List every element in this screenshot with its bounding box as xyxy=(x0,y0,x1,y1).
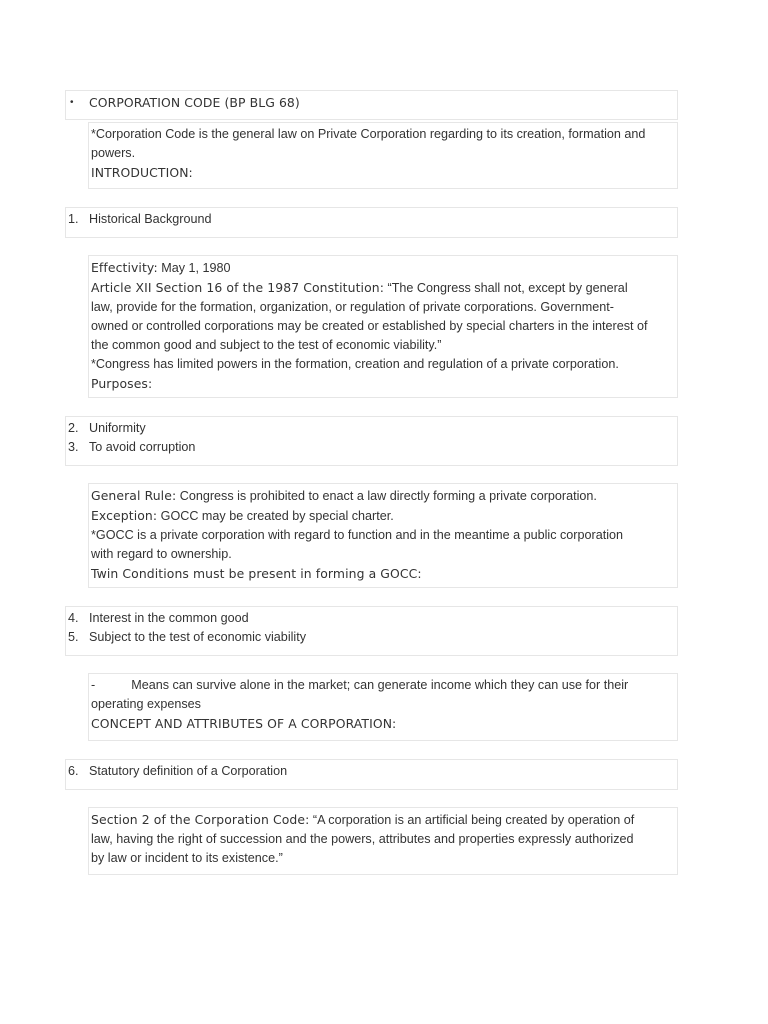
section-2-label: Section 2 of the Corporation Code: xyxy=(91,812,310,827)
concept-heading: CONCEPT AND ATTRIBUTES OF A CORPORATION: xyxy=(91,716,397,731)
effectivity-label: Effectivity: xyxy=(91,260,158,275)
exception-text: GOCC may be created by special charter. xyxy=(160,509,394,523)
general-rule-label: General Rule: xyxy=(91,488,177,503)
intro-box xyxy=(88,122,678,189)
congress-note: *Congress has limited powers in the formation, creation and regulation of a private corporation. xyxy=(91,357,619,371)
list-item xyxy=(66,93,677,112)
list-item xyxy=(66,438,677,457)
bullet-marker: • xyxy=(70,97,74,108)
gocc-note-line-2: with regard to ownership. xyxy=(91,547,232,561)
general-rule-text: Congress is prohibited to enact a law directly forming a private corporation. xyxy=(179,489,597,503)
article-line-3: owned or controlled corporations may be created or established by special charters in the interest of xyxy=(91,319,648,333)
list-item xyxy=(66,419,677,438)
list-item xyxy=(66,628,677,647)
article-line-2: law, provide for the formation, organization, or regulation of private corporations. Government- xyxy=(91,300,614,314)
definition-line-3: by law or incident to its existence.” xyxy=(91,851,283,865)
document-title: CORPORATION CODE (BP BLG 68) xyxy=(89,95,300,110)
list-item-text: To avoid corruption xyxy=(89,440,196,454)
historical-list-box xyxy=(65,207,678,238)
list-item xyxy=(66,762,677,781)
definition-list-box xyxy=(65,759,678,790)
list-number: 5. xyxy=(68,630,79,644)
twin-conditions-heading: Twin Conditions must be present in forming a GOCC: xyxy=(91,566,422,581)
list-number: 4. xyxy=(68,611,79,625)
article-line-4: the common good and subject to the test of economic viability.” xyxy=(91,338,442,352)
list-item xyxy=(66,609,677,628)
article-text: “The Congress shall not, except by general xyxy=(387,281,628,295)
effectivity-value: May 1, 1980 xyxy=(161,261,231,275)
introduction-heading: INTRODUCTION: xyxy=(91,165,193,180)
list-item-text: Uniformity xyxy=(89,421,146,435)
purposes-list-box xyxy=(65,416,678,466)
purposes-heading: Purposes: xyxy=(91,376,153,391)
dash-marker: - xyxy=(91,678,96,692)
viability-line-2: operating expenses xyxy=(91,697,201,711)
article-label: Article XII Section 16 of the 1987 Constitution: xyxy=(91,280,384,295)
title-list-box xyxy=(65,90,678,120)
list-item-text: Subject to the test of economic viability xyxy=(89,630,307,644)
viability-line-1: Means can survive alone in the market; can generate income which they can use for their xyxy=(131,678,629,692)
viability-box xyxy=(88,673,678,741)
list-item-text: Historical Background xyxy=(89,212,212,226)
gocc-note-line-1: *GOCC is a private corporation with regard to function and in the meantime a public corporation xyxy=(91,528,624,542)
list-item-text: Interest in the common good xyxy=(89,611,249,625)
list-number: 6. xyxy=(68,764,79,778)
exception-label: Exception: xyxy=(91,508,158,523)
definition-line-1: “A corporation is an artificial being created by operation of xyxy=(312,813,635,827)
list-item-text: Statutory definition of a Corporation xyxy=(89,764,288,778)
intro-line-1: *Corporation Code is the general law on Private Corporation regarding to its creation, formation and xyxy=(91,127,646,141)
list-number: 3. xyxy=(68,440,79,454)
definition-line-2: law, having the right of succession and the powers, attributes and properties expressly authorized xyxy=(91,832,634,846)
list-number: 1. xyxy=(68,212,79,226)
general-rule-box xyxy=(88,483,678,588)
intro-line-2: powers. xyxy=(91,146,136,160)
list-number: 2. xyxy=(68,421,79,435)
definition-box xyxy=(88,807,678,875)
history-box xyxy=(88,255,678,398)
list-item xyxy=(66,210,677,229)
conditions-list-box xyxy=(65,606,678,656)
